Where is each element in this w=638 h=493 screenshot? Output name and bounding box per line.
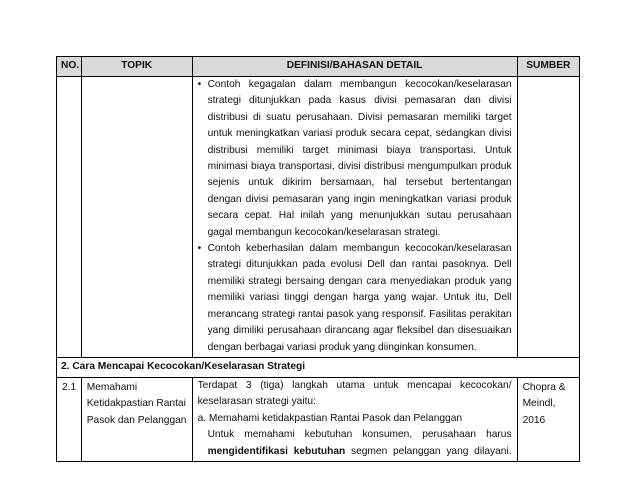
cell-sumber: Chopra & Meindl, 2016 — [517, 377, 579, 461]
header-definisi: DEFINISI/BAHASAN DETAIL — [192, 57, 517, 77]
bullet-icon: • — [197, 243, 202, 255]
header-topik: TOPIK — [81, 57, 192, 77]
table-row — [57, 377, 580, 461]
section-title: 2. Cara Mencapai Kecocokan/Keselarasan Strategi — [57, 357, 580, 377]
header-sumber: SUMBER — [517, 57, 579, 77]
cell-definisi — [192, 377, 517, 461]
list-item: • Contoh keberhasilan dalam membangun kecocokan/keselarasan strategi ditunjukkan pada evolusi Dell dan rantai pasoknya. Dell memiliki strategi bersaing dengan cara menyediakan produk yang memiliki variasi tinggi dengan harga yang wajar. Untuk itu, Dell merancang strategi rantai pasok yang responsif. Fasilitas perakitan yang dimiliki perusahaan dirancang agar fleksibel dan disesuaikan dengan berbagai variasi produk yang diinginkan konsumen. — [197, 243, 512, 353]
list-item: • Contoh kegagalan dalam membangun kecocokan/keselarasan strategi ditunjukkan pada kasus divisi pemasaran dan divisi distribusi di suatu perusahaan. Divisi pemasaran memiliki target untuk meningkatkan variasi produk secara cepat, sedangkan divisi distribusi memiliki target minimasi biaya transportasi. Untuk minimasi biaya transportasi, divisi distribusi mengumpulkan produk sejenis untuk dikirim bersamaan, hal tersebut bertentangan dengan divisi pemasaran yang ingin meningkatkan variasi produk secara cepat. Hal inilah yang menunjukkan sutau perusahaan gagal membangun kecocokan/keselarasan strategi. — [197, 79, 512, 238]
cell-topik: Memahami Ketidakpastian Rantai Pasok dan Pelanggan — [81, 377, 192, 461]
table-row — [57, 77, 580, 358]
cell-no: 2.1 — [57, 377, 82, 461]
bullet-list — [198, 77, 512, 356]
header-row — [57, 57, 580, 77]
bullet-icon: • — [197, 79, 202, 90]
cell-definisi — [192, 77, 517, 358]
step-a-desc: Untuk memahami kebutuhan konsumen, perusahaan harus mengidentifikasi kebutuhan segmen pelanggan yang dilayani. — [207, 429, 512, 457]
step-a: a. Memahami ketidakpastian Rantai Pasok dan Pelanggan — [197, 412, 463, 424]
content-table — [56, 56, 580, 462]
bold-phrase: mengidentifikasi kebutuhan — [207, 445, 346, 457]
cell-no — [57, 77, 82, 358]
cell-sumber — [517, 77, 579, 358]
intro-text: Terdapat 3 (tiga) langkah utama untuk mencapai kecocokan/ keselarasan strategi yaitu: — [197, 379, 512, 408]
section-row — [57, 357, 580, 377]
cell-topik — [81, 77, 192, 358]
header-no: NO. — [57, 57, 82, 77]
